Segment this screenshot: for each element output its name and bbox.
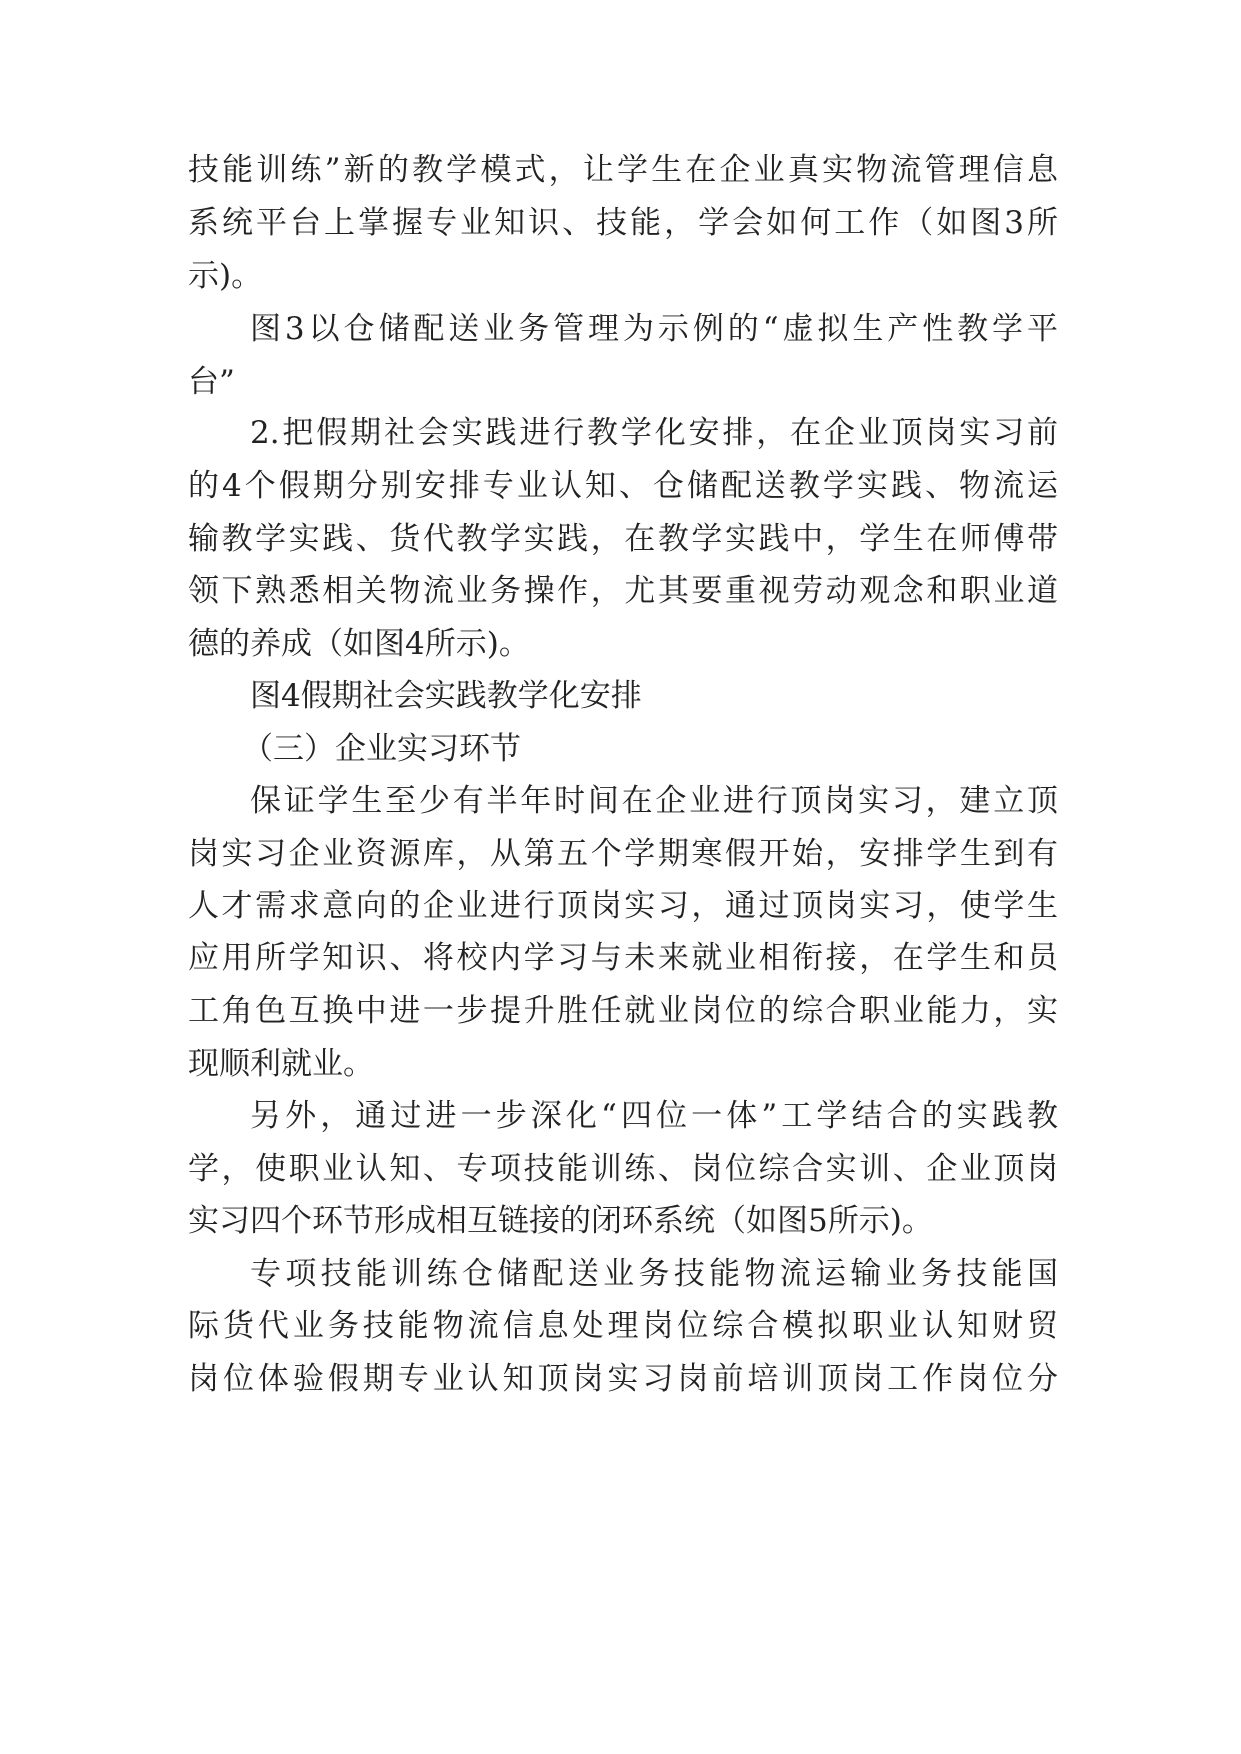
text-line: 领下熟悉相关物流业务操作，尤其要重视劳动观念和职业道: [188, 573, 1058, 609]
text-line: 技能训练”新的教学模式，让学生在企业真实物流管理信息: [188, 152, 1058, 188]
figure-caption-line: 图3以仓储配送业务管理为示例的“虚拟生产性教学平: [250, 311, 1058, 347]
text-line: 另外，通过进一步深化“四位一体”工学结合的实践教: [250, 1098, 1058, 1134]
figure-text-line: 际货代业务技能物流信息处理岗位综合模拟职业认知财贸: [188, 1308, 1058, 1344]
text-line: 的4个假期分别安排专业认知、仓储配送教学实践、物流运: [188, 468, 1058, 504]
figure-text-line: 专项技能训练仓储配送业务技能物流运输业务技能国: [250, 1256, 1058, 1292]
text-line: 人才需求意向的企业进行顶岗实习，通过顶岗实习，使学生: [188, 888, 1058, 924]
text-line: 实习四个环节形成相互链接的闭环系统（如图5所示)。: [188, 1203, 933, 1239]
text-line: 学，使职业认知、专项技能训练、岗位综合实训、企业顶岗: [188, 1151, 1058, 1187]
text-line: 2.把假期社会实践进行教学化安排，在企业顶岗实习前: [250, 415, 1058, 451]
section-heading: （三）企业实习环节: [242, 731, 521, 767]
text-line: 德的养成（如图4所示)。: [188, 626, 530, 662]
text-line: 系统平台上掌握专业知识、技能，学会如何工作（如图3所: [188, 205, 1058, 241]
text-line: 工角色互换中进一步提升胜任就业岗位的综合职业能力，实: [188, 993, 1058, 1029]
text-line: 应用所学知识、将校内学习与未来就业相衔接，在学生和员: [188, 940, 1058, 976]
text-line: 示)。: [188, 258, 263, 294]
figure-caption-line: 台”: [188, 364, 235, 400]
text-line: 现顺利就业。: [188, 1046, 374, 1082]
text-line: 保证学生至少有半年时间在企业进行顶岗实习，建立顶: [250, 783, 1058, 819]
figure-caption-line: 图4假期社会实践教学化安排: [250, 678, 642, 714]
figure-text-line: 岗位体验假期专业认知顶岗实习岗前培训顶岗工作岗位分: [188, 1361, 1058, 1397]
text-line: 输教学实践、货代教学实践，在教学实践中，学生在师傅带: [188, 521, 1058, 557]
text-line: 岗实习企业资源库，从第五个学期寒假开始，安排学生到有: [188, 836, 1058, 872]
